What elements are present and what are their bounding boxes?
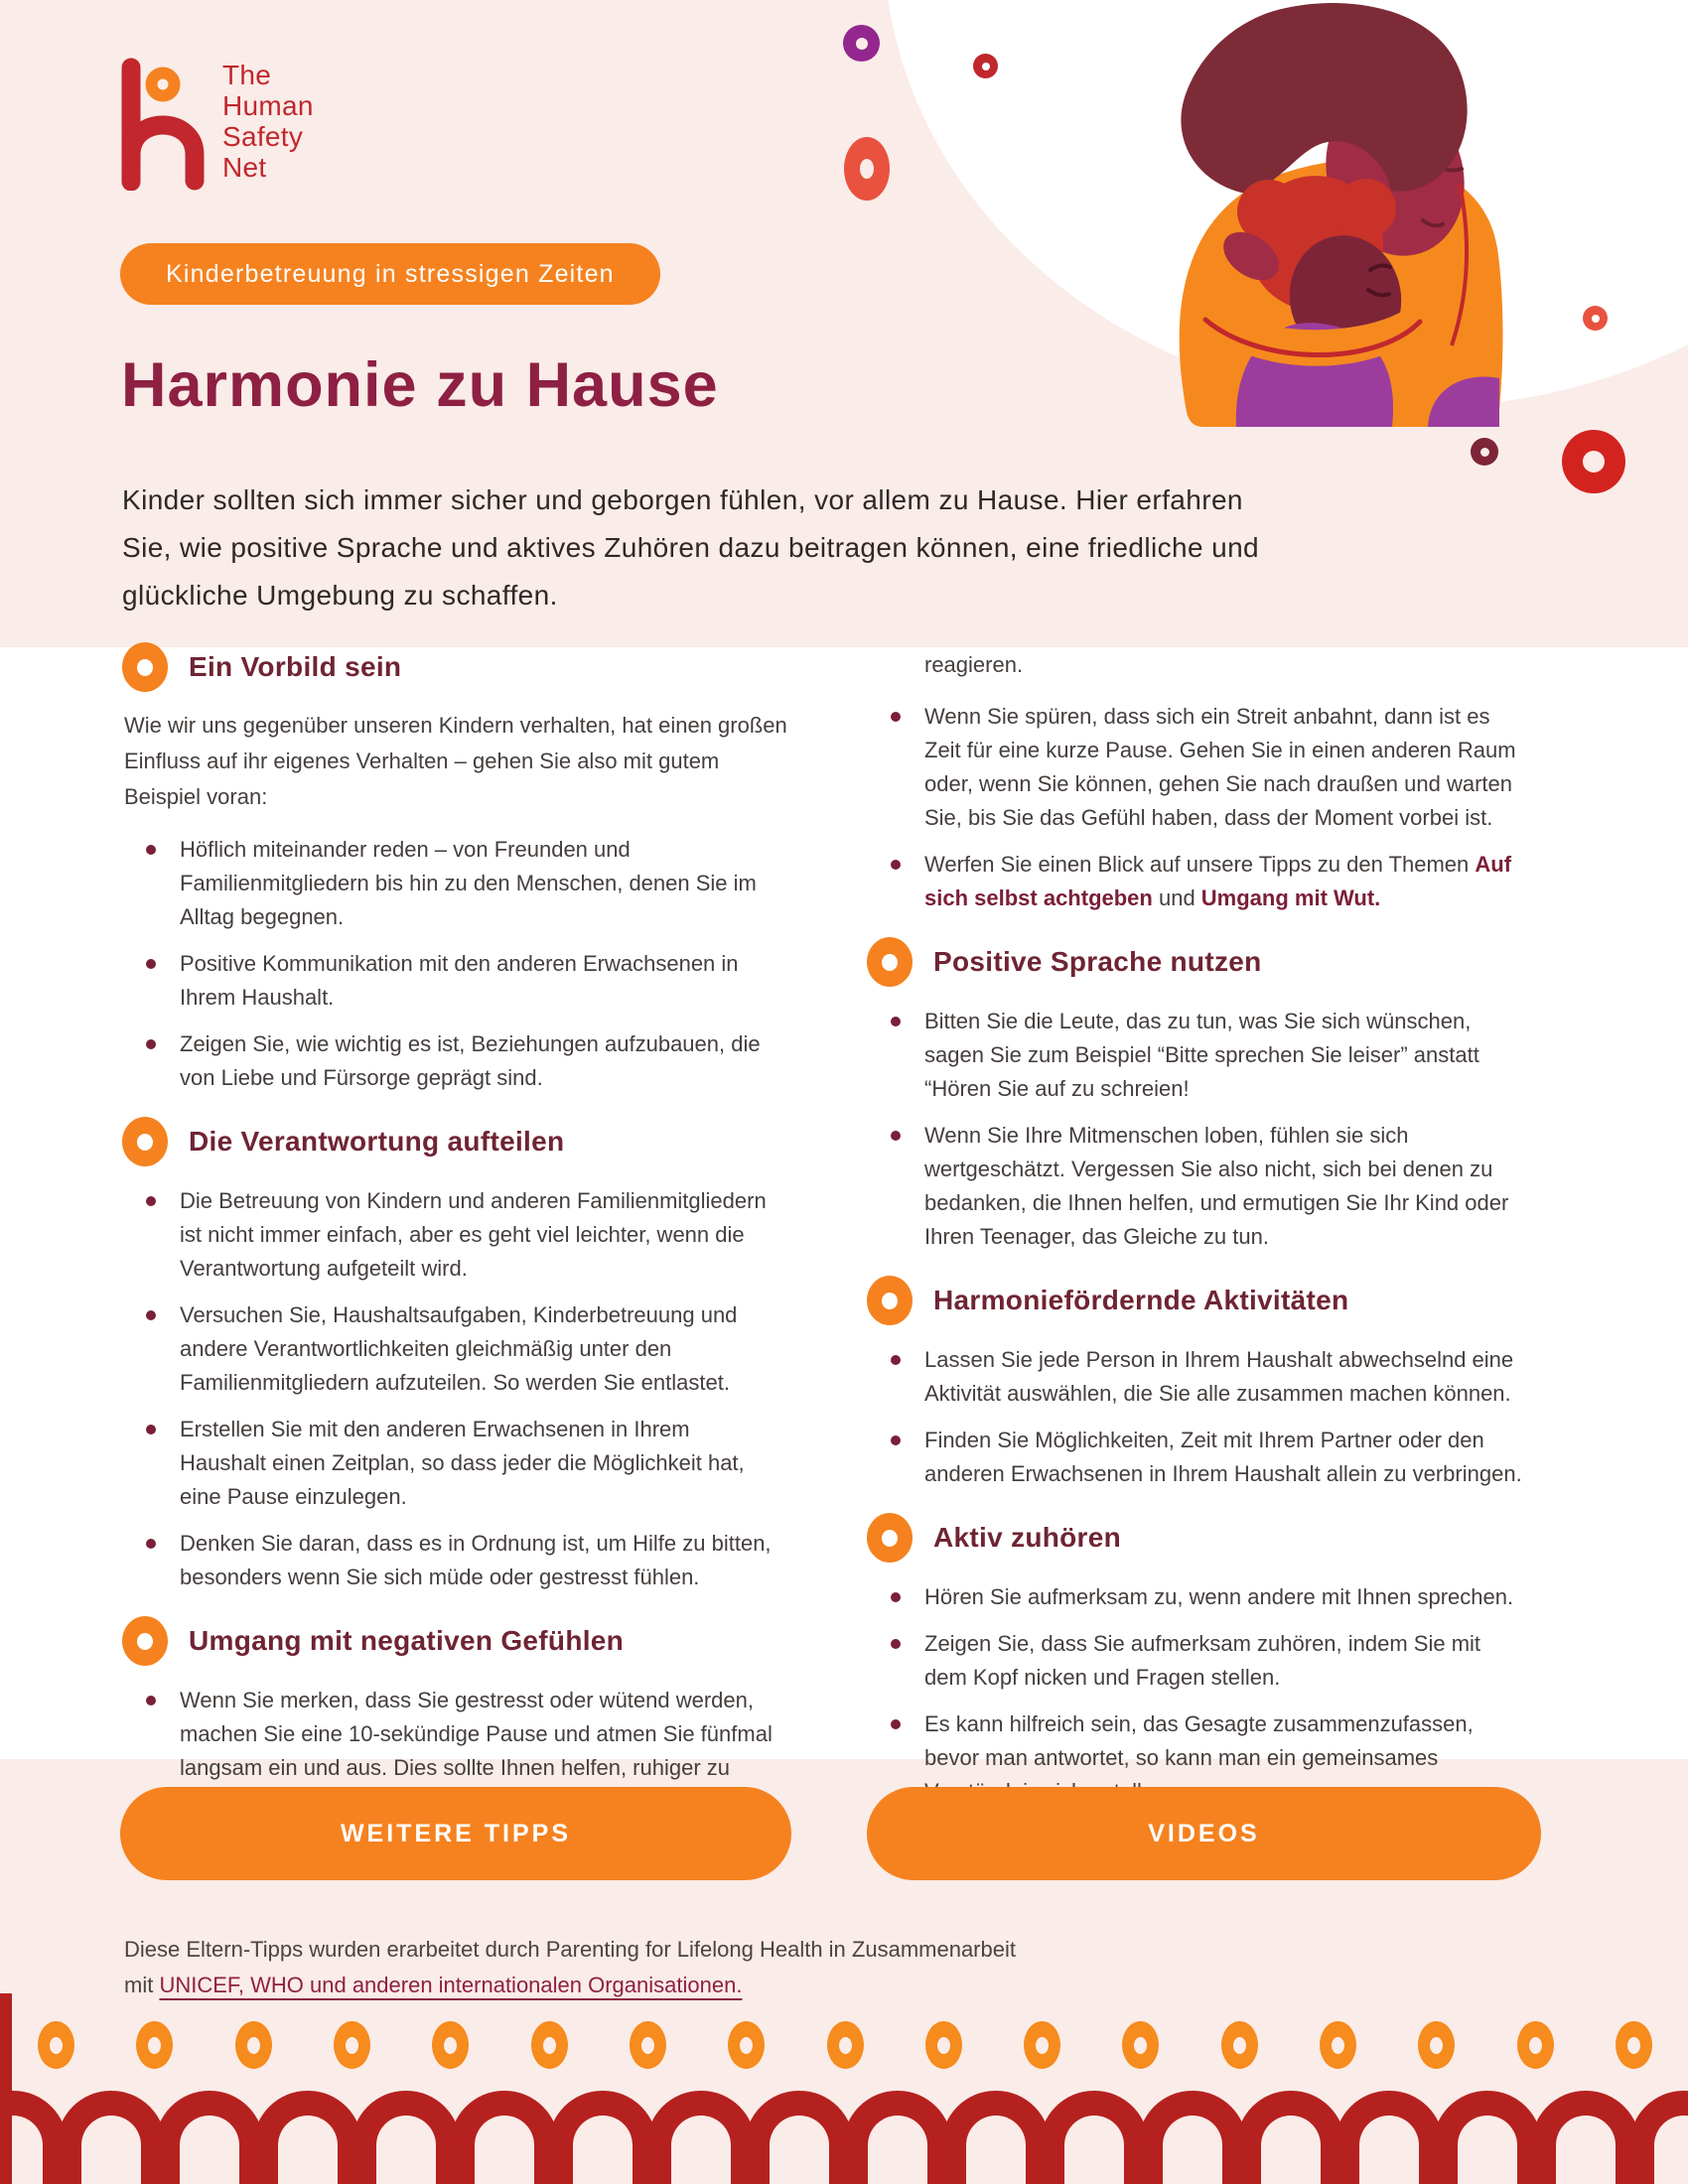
section-donut-icon (122, 642, 168, 692)
bullet-text: Werfen Sie einen Blick auf unsere Tipps zu den Themen (924, 852, 1476, 877)
section-donut-icon (122, 1616, 168, 1666)
intro-text (122, 477, 1592, 619)
scallop-dot (235, 2021, 272, 2069)
bullet-list (122, 1184, 793, 1594)
arch-shape (155, 2091, 264, 2184)
videos-button[interactable]: VIDEOS (867, 1787, 1541, 1880)
bullet-item: Die Betreuung von Kindern und anderen Familienmitgliedern ist nicht immer einfach, aber es geht viel leichter, wenn die Verantwortung aufgeteilt wird. (122, 1184, 777, 1286)
bullet-text: und (1152, 886, 1201, 910)
weitere-tipps-button[interactable]: WEITERE TIPPS (120, 1787, 791, 1880)
anger-management-tips-link[interactable]: Umgang mit Wut. (1200, 886, 1381, 910)
footer-credit-line1: Diese Eltern-Tipps wurden erarbeitet durch Parenting for Lifelong Health in Zusammenarbeit (124, 1937, 1016, 1962)
arch-shape (253, 2091, 362, 2184)
scallop-dot (136, 2021, 173, 2069)
section-heading: Aktiv zuhören (933, 1522, 1122, 1553)
arch-shape (450, 2091, 559, 2184)
section-donut-icon (867, 937, 913, 987)
unicef-who-link[interactable]: UNICEF, WHO und anderen internationalen Organisationen. (159, 1973, 743, 1997)
bullet-item: Es kann hilfreich sein, das Gesagte zusammenzufassen, bevor man antwortet, so kann man ein gemeinsames (867, 1707, 1522, 1809)
section-sharing-responsibility (122, 1117, 793, 1166)
logo-wordmark: The Human Safety Net (222, 60, 314, 183)
scallop-dot (630, 2021, 666, 2069)
section-harmony-activities (867, 1276, 1564, 1325)
bullet-item: Bitten Sie die Leute, das zu tun, was Sie sich wünschen, sagen Sie zum Beispiel “Bitte sprechen Sie leiser” anstatt “Hören Sie auf zu schreien! (867, 1005, 1522, 1106)
mother-child-illustration (1142, 0, 1534, 429)
bullet-item: Hören Sie aufmerksam zu, wenn andere mit Ihnen sprechen. (867, 1580, 1522, 1614)
bullet-item (867, 848, 1522, 915)
section-donut-icon (867, 1276, 913, 1325)
bullet-item: Versuchen Sie, Haushaltsaufgaben, Kinderbetreuung und andere Verantwortlichkeiten gleichmäßig unter den Familienmitgliedern aufzuteilen. So werden Sie entlastet. (122, 1298, 777, 1400)
arch-shape (646, 2091, 756, 2184)
bullet-item: Wenn Sie merken, dass Sie gestresst oder wütend werden, machen Sie eine 10-sekündige Pause und atmen Sie fünfmal langsam ein und aus. Dies sollte Ihnen helfen, ruhiger zu (122, 1684, 777, 1785)
section-heading: Harmoniefördernde Aktivitäten (933, 1285, 1349, 1315)
scallop-dot (925, 2021, 962, 2069)
footer-credit-prefix: mit (124, 1973, 160, 1997)
section-intro-text: Wie wir uns gegenüber unseren Kindern verhalten, hat einen großen Einfluss auf ihr eigenes Verhalten – gehen Sie also mit gutem Beispiel voran: (124, 713, 787, 809)
section-being-a-role-model (122, 642, 793, 692)
human-safety-net-logo-icon (119, 56, 211, 191)
intro-line: glückliche Umgebung zu schaffen. (122, 580, 558, 611)
scallop-dot (334, 2021, 370, 2069)
bullet-list (867, 1005, 1564, 1254)
arch-shape (1335, 2091, 1444, 2184)
scallop-dot (1517, 2021, 1554, 2069)
intro-line: Kinder sollten sich immer sicher und geborgen fühlen, vor allem zu Hause. Hier erfahren (122, 484, 1243, 515)
footer-credit-line2 (124, 1968, 1016, 2003)
arch-shape (1138, 2091, 1247, 2184)
section-donut-icon (122, 1117, 168, 1166)
arch-shape (1040, 2091, 1149, 2184)
bullet-list (867, 700, 1564, 915)
decor-donut-tomato-small (1583, 306, 1608, 331)
arch-shape (1236, 2091, 1345, 2184)
page-title: Harmonie zu Hause (121, 350, 719, 420)
section-donut-icon (867, 1513, 913, 1563)
arch-shape (57, 2091, 166, 2184)
scallop-dot (1418, 2021, 1455, 2069)
bullet-item: Erstellen Sie mit den anderen Erwachsenen in Ihrem Haushalt einen Zeitplan, so dass jeder die Möglichkeit hat, eine Pause einzulegen. (122, 1413, 777, 1514)
right-column (867, 640, 1564, 1822)
footer-credit (124, 1932, 1016, 2003)
scallop-dot (38, 2021, 74, 2069)
arch-shape (1433, 2091, 1542, 2184)
bullet-list (867, 1580, 1564, 1809)
bullet-item: Lassen Sie jede Person in Ihrem Haushalt abwechselnd eine Aktivität auswählen, die Sie alle zusammen machen können. (867, 1343, 1522, 1411)
scallop-dot (1616, 2021, 1652, 2069)
arch-shape (1629, 2091, 1688, 2184)
scallop-dot (531, 2021, 568, 2069)
section-positive-language (867, 937, 1564, 987)
topic-badge: Kinderbetreuung in stressigen Zeiten (120, 243, 660, 305)
bullet-item: Wenn Sie Ihre Mitmenschen loben, fühlen sie sich wertgeschätzt. Vergessen Sie also nicht, sich bei denen zu bedanken, die Ihnen helfen, und ermutigen Sie Ihr Kind oder Ihren Teenager, das Gleiche zu tun. (867, 1119, 1522, 1254)
arch-shape (941, 2091, 1051, 2184)
arch-border (0, 2091, 1688, 2184)
bullet-item: Zeigen Sie, dass Sie aufmerksam zuhören, indem Sie mit dem Kopf nicken und Fragen stellen. (867, 1627, 1522, 1695)
scallop-dot (1320, 2021, 1356, 2069)
bullet-item: Finden Sie Möglichkeiten, Zeit mit Ihrem Partner oder den anderen Erwachsenen in Ihrem Haushalt allein zu verbringen. (867, 1424, 1522, 1491)
bullet-list (122, 833, 793, 1095)
section-heading: Die Verantwortung aufteilen (189, 1126, 565, 1157)
bullet-item: Denken Sie daran, dass es in Ordnung ist, um Hilfe zu bitten, besonders wenn Sie sich müde oder gestresst fühlen. (122, 1527, 777, 1594)
bullet-list (867, 1343, 1564, 1491)
decor-donut-purple (843, 25, 880, 62)
section-negative-feelings (122, 1616, 793, 1666)
arch-shape (1531, 2091, 1640, 2184)
arch-shape (745, 2091, 854, 2184)
continuation-text: reagieren. (924, 652, 1024, 677)
decor-donut-tomato (844, 137, 890, 201)
section-heading: Positive Sprache nutzen (933, 946, 1262, 977)
scallop-dot (1024, 2021, 1060, 2069)
scallop-dot (1221, 2021, 1258, 2069)
logo (119, 56, 314, 191)
scallop-dot-row (38, 2021, 1652, 2069)
left-edge-red-bar (0, 1993, 12, 2184)
section-heading: Umgang mit negativen Gefühlen (189, 1625, 625, 1656)
arch-shape (352, 2091, 461, 2184)
scallop-dot (432, 2021, 469, 2069)
intro-line: Sie, wie positive Sprache und aktives Zuhören dazu beitragen können, eine friedliche und (122, 532, 1260, 563)
scallop-dot (827, 2021, 864, 2069)
bullet-item: Höflich miteinander reden – von Freunden und Familienmitgliedern bis hin zu den Menschen, denen Sie im Alltag begegnen. (122, 833, 777, 934)
section-heading: Ein Vorbild sein (189, 651, 402, 682)
decor-donut-red-small (973, 54, 998, 78)
self-care-tips-link[interactable]: Auf sich selbst achtgeben (924, 852, 1512, 910)
decor-donut-maroon (1471, 438, 1498, 466)
section-active-listening (867, 1513, 1564, 1563)
bullet-item: Zeigen Sie, wie wichtig es ist, Beziehungen aufzubauen, die von Liebe und Fürsorge geprägt sind. (122, 1027, 777, 1095)
arch-shape (548, 2091, 657, 2184)
bullet-list (122, 1684, 793, 1785)
scallop-dot (728, 2021, 765, 2069)
bullet-item: Positive Kommunikation mit den anderen Erwachsenen in Ihrem Haushalt. (122, 947, 777, 1015)
scallop-dot (1122, 2021, 1159, 2069)
arch-shape (843, 2091, 952, 2184)
bullet-item: Wenn Sie spüren, dass sich ein Streit anbahnt, dann ist es Zeit für eine kurze Pause. Gehen Sie in einen anderen Raum oder, wenn Sie können, gehen Sie nach draußen und warten Sie, bis Sie das Gefühl haben, dass der Moment vorbei ist. (867, 700, 1522, 835)
left-column (122, 640, 793, 1798)
